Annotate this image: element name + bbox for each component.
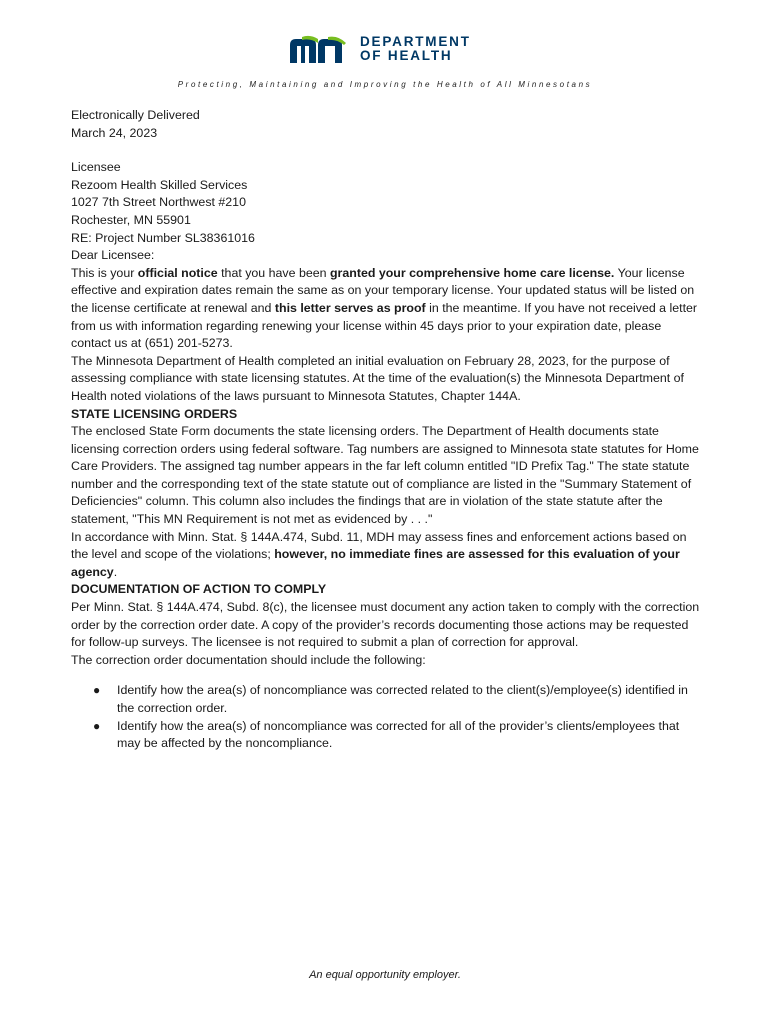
letter-body [71, 107, 701, 753]
address-line: Rochester, MN 55901 [71, 212, 191, 227]
paragraph-evaluation: The Minnesota Department of Health completed an initial evaluation on February 28, 2023, for the purpose of assessing compliance with state licensing statutes. At the time of the evaluation(s) the Minnesota Department of Health noted violations of the laws pursuant to Minnesota Statutes, Chapter 144A. [71, 353, 684, 403]
list-item: ● Identify how the area(s) of noncompliance was corrected for all of the provider’s clients/employees that may be affected by the noncompliance. [93, 718, 680, 751]
salutation: Dear Licensee: [71, 248, 155, 263]
address-line: 1027 7th Street Northwest #210 [71, 195, 246, 210]
paragraph-fines: In accordance with Minn. Stat. § 144A.474, Subd. 11, MDH may assess fines and enforcement actions based on the level and scope of the violations; however, no immediate fines are assessed for this evaluation of your agency. [71, 529, 687, 579]
logo-line-1: DEPARTMENT [360, 34, 471, 49]
logo-line-2: OF HEALTH [360, 48, 453, 63]
bullet-icon: ● [93, 718, 101, 733]
list-item: ● Identify how the area(s) of noncompliance was corrected related to the client(s)/employee(s) identified in the correction order. [93, 683, 688, 715]
paragraph-documentation: Per Minn. Stat. § 144A.474, Subd. 8(c), the licensee must document any action taken to comply with the correction order by the correction order date. A copy of the provider’s records documenting those actions may be requested for follow-up surveys. The licensee is not required to submit a plan of correction for approval. [71, 600, 700, 650]
documentation-list [71, 682, 701, 752]
heading-state-licensing-orders: STATE LICENSING ORDERS [71, 406, 238, 421]
mn-logo-icon [288, 35, 352, 65]
letter-date: March 24, 2023 [71, 125, 158, 140]
address-line: Licensee [71, 160, 121, 175]
mdh-logo [288, 33, 483, 69]
bullet-icon: ● [93, 683, 101, 698]
paragraph-documentation-intro: The correction order documentation should include the following: [71, 652, 426, 667]
paragraph-notice: This is your official notice that you have been granted your comprehensive home care license. Your license effective and expiration dates remain the same as on your temporary license. Your updated status will be listed on the license certificate at renewal and this letter serves as proof in the meantime. If you have not received a letter from us with information regarding renewing your license within 45 days prior to your expiration date, please contact us at (651) 201-5273. [71, 265, 698, 351]
tagline: Protecting, Maintaining and Improving the Health of All Minnesotans [177, 80, 593, 89]
address-line: Rezoom Health Skilled Services [71, 177, 248, 192]
reference-line: RE: Project Number SL38361016 [71, 230, 255, 245]
paragraph-licensing-orders: The enclosed State Form documents the state licensing orders. The Department of Health documents state licensing correction orders using federal software. Tag numbers are assigned to Minnesota state statutes for Home Care Providers. The assigned tag number appears in the far left column entitled "ID Prefix Tag." The state statute number and the corresponding text of the state statute out of compliance are listed in the "Summary Statement of Deficiencies" column. This column also includes the findings that are in violation of the state statute after the statement, "This MN Requirement is not met as evidenced by . . ." [71, 424, 699, 527]
footer-equal-opportunity: An equal opportunity employer. [309, 969, 461, 981]
heading-documentation: DOCUMENTATION OF ACTION TO COMPLY [71, 582, 327, 597]
recipient-address [71, 159, 701, 229]
delivery-method: Electronically Delivered [71, 108, 200, 122]
logo-wordmark [360, 35, 471, 63]
